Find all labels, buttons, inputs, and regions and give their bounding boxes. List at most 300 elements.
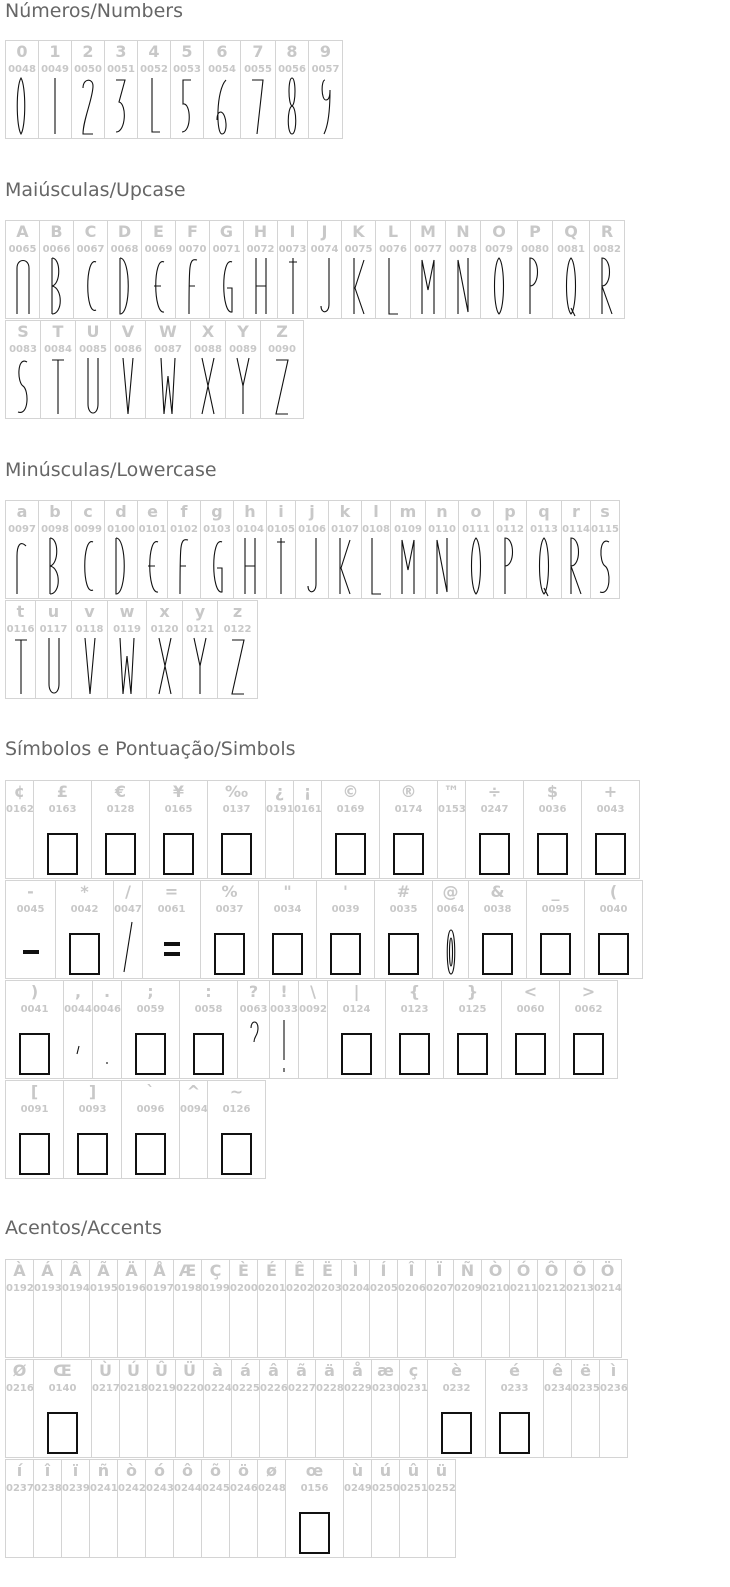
missing-glyph-box	[134, 1032, 168, 1076]
glyph-code: 0097	[8, 524, 36, 535]
missing-glyph-box	[478, 832, 512, 876]
glyph-preview	[426, 534, 458, 596]
glyph-character: O	[492, 222, 506, 241]
glyph-code: 0248	[258, 1483, 286, 1494]
glyph-code: 0169	[336, 804, 365, 815]
glyph-sample	[432, 536, 452, 596]
glyph-character: Á	[41, 1261, 54, 1280]
glyph-sample	[177, 76, 197, 136]
glyph-preview	[111, 354, 145, 416]
glyph-cell	[145, 1259, 174, 1358]
glyph-code: 0058	[194, 1004, 223, 1015]
glyph-cell	[107, 600, 147, 699]
glyph-cell	[217, 600, 258, 699]
glyph-cell	[5, 1359, 34, 1458]
glyph-code: 0040	[599, 904, 628, 915]
glyph-character: ë	[580, 1361, 591, 1380]
glyph-cell	[5, 320, 41, 419]
glyph-cell	[5, 780, 34, 879]
glyph-character: à	[212, 1361, 223, 1380]
glyph-sample	[441, 916, 461, 976]
glyph-code: 0096	[136, 1104, 165, 1115]
glyph-code: 0231	[400, 1383, 428, 1394]
glyph-cell	[465, 780, 524, 879]
glyph-character: K	[352, 222, 365, 241]
glyph-sample	[158, 356, 178, 416]
glyph-sample	[271, 536, 291, 596]
glyph-sample	[13, 356, 33, 416]
missing-glyph-box	[481, 932, 515, 976]
glyph-preview	[218, 634, 257, 696]
missing-glyph-box	[220, 1132, 254, 1176]
glyph-preview	[469, 914, 526, 976]
glyph-sample	[212, 76, 232, 136]
glyph-preview	[428, 1393, 485, 1455]
glyph-sample	[566, 536, 586, 596]
glyph-code: 0211	[510, 1283, 538, 1294]
glyph-preview	[108, 634, 146, 696]
glyph-code: 0119	[113, 624, 141, 635]
glyph-code: 0228	[316, 1383, 344, 1394]
glyph-preview	[446, 254, 480, 316]
glyph-code: 0036	[538, 804, 567, 815]
glyph-preview	[6, 354, 40, 416]
glyph-preview	[146, 1493, 173, 1555]
glyph-cell	[173, 1259, 202, 1358]
glyph-code: 0088	[194, 344, 222, 355]
glyph-cell	[231, 1359, 260, 1458]
glyph-sample	[248, 76, 268, 136]
glyph-sample	[418, 256, 438, 316]
glyph-code: 0125	[458, 1004, 487, 1015]
glyph-preview	[244, 254, 277, 316]
glyph-preview	[510, 1293, 537, 1355]
glyph-sample	[233, 356, 253, 416]
glyph-row	[5, 1259, 622, 1358]
glyph-preview	[204, 74, 240, 136]
glyph-preview	[202, 1293, 229, 1355]
glyph-sample	[117, 636, 137, 696]
glyph-code: 0046	[93, 1004, 121, 1015]
missing-glyph-box	[104, 832, 138, 876]
glyph-cell	[141, 220, 176, 319]
glyph-code: 0115	[591, 524, 619, 535]
glyph-code: 0099	[74, 524, 102, 535]
glyph-character: w	[119, 602, 135, 621]
glyph-cell	[315, 1359, 344, 1458]
glyph-preview	[286, 1493, 343, 1555]
glyph-character: €	[114, 782, 127, 801]
glyph-preview	[118, 1293, 145, 1355]
glyph-cell	[275, 40, 309, 139]
glyph-sample	[316, 76, 336, 136]
glyph-sample	[13, 256, 33, 316]
glyph-preview	[105, 74, 137, 136]
glyph-cell	[146, 600, 183, 699]
glyph-character: 5	[181, 42, 193, 61]
glyph-character: >	[581, 982, 596, 1001]
glyph-preview	[481, 254, 517, 316]
glyph-row	[5, 40, 343, 139]
glyph-code: 0137	[222, 804, 251, 815]
glyph-preview	[230, 1493, 257, 1555]
glyph-character: !	[280, 982, 288, 1001]
glyph-preview	[183, 634, 217, 696]
glyph-sample	[97, 1016, 117, 1076]
glyph-sample	[149, 256, 169, 316]
glyph-cell	[425, 1259, 454, 1358]
glyph-character: Ü	[183, 1361, 196, 1380]
glyph-character: |	[353, 982, 360, 1001]
glyph-code: 0229	[344, 1383, 372, 1394]
glyph-character: l	[373, 502, 379, 521]
glyph-character: 4	[148, 42, 160, 61]
glyph-code: 0078	[449, 244, 477, 255]
glyph-preview	[258, 1493, 285, 1555]
glyph-cell	[237, 980, 270, 1079]
glyph-cell	[5, 880, 56, 979]
glyph-preview	[482, 1293, 509, 1355]
glyph-cell	[40, 320, 76, 419]
glyph-code: 0089	[229, 344, 257, 355]
glyph-preview	[572, 1393, 599, 1455]
glyph-cell	[480, 220, 518, 319]
glyph-preview	[527, 534, 561, 596]
glyph-code: 0112	[496, 524, 524, 535]
glyph-sample	[111, 76, 131, 136]
glyph-sample	[47, 256, 67, 316]
glyph-character: y	[194, 602, 206, 621]
glyph-cell	[203, 1359, 232, 1458]
glyph-preview	[39, 74, 71, 136]
glyph-code: 0050	[74, 64, 102, 75]
glyph-cell	[5, 500, 39, 599]
glyph-character: ö	[238, 1461, 249, 1480]
glyph-code: 0094	[180, 1104, 208, 1115]
glyph-character: â	[268, 1361, 279, 1380]
glyph-code: 0243	[146, 1483, 174, 1494]
glyph-character: %	[221, 882, 238, 901]
glyph-code: 0111	[462, 524, 490, 535]
glyph-code: 0204	[342, 1283, 370, 1294]
glyph-character: Ô	[544, 1261, 559, 1280]
glyph-preview	[585, 914, 642, 976]
glyph-character: œ	[305, 1461, 324, 1480]
glyph-preview	[591, 534, 619, 596]
glyph-code: 0103	[203, 524, 231, 535]
glyph-preview	[6, 1493, 33, 1555]
glyph-character: F	[187, 222, 198, 241]
glyph-preview	[502, 1014, 559, 1076]
glyph-character: É	[266, 1261, 277, 1280]
glyph-preview	[400, 1393, 427, 1455]
section-title: Minúsculas/Lowercase	[5, 459, 217, 481]
glyph-preview	[466, 814, 523, 876]
glyph-character: Œ	[53, 1361, 72, 1380]
glyph-cell	[458, 500, 494, 599]
glyph-preview	[92, 1393, 119, 1455]
glyph-code: 0194	[62, 1283, 90, 1294]
glyph-preview	[6, 1014, 63, 1076]
glyph-preview	[64, 1114, 121, 1176]
glyph-code: 0241	[90, 1483, 118, 1494]
glyph-cell	[321, 780, 380, 879]
glyph-code: 0250	[372, 1483, 400, 1494]
glyph-code: 0045	[16, 904, 45, 915]
glyph-preview	[258, 1293, 285, 1355]
glyph-cell	[179, 980, 238, 1079]
glyph-preview	[191, 354, 225, 416]
glyph-sample	[398, 536, 418, 596]
glyph-code: 0086	[114, 344, 142, 355]
glyph-sample	[282, 76, 302, 136]
glyph-code: 0162	[6, 804, 34, 815]
section-title: Números/Numbers	[5, 0, 183, 22]
glyph-preview	[328, 1014, 385, 1076]
glyph-cell	[121, 980, 180, 1079]
glyph-character: õ	[210, 1461, 221, 1480]
glyph-character: Ò	[488, 1261, 503, 1280]
glyph-preview	[168, 534, 200, 596]
glyph-row	[5, 1359, 628, 1458]
glyph-preview	[286, 1293, 313, 1355]
glyph-code: 0212	[538, 1283, 566, 1294]
glyph-cell	[517, 220, 553, 319]
glyph-character: \	[310, 982, 316, 1001]
glyph-code: 0218	[120, 1383, 148, 1394]
glyph-preview	[6, 534, 38, 596]
glyph-code: 0106	[298, 524, 326, 535]
glyph-sample	[534, 536, 554, 596]
glyph-preview	[238, 1014, 269, 1076]
glyph-character: <	[523, 982, 538, 1001]
glyph-character: M	[420, 222, 436, 241]
glyph-preview	[372, 1493, 399, 1555]
missing-glyph-box	[213, 932, 247, 976]
glyph-code: 0220	[176, 1383, 204, 1394]
glyph-cell	[295, 500, 329, 599]
glyph-cell	[343, 1459, 372, 1558]
glyph-character: V	[121, 322, 135, 341]
glyph-cell	[170, 40, 204, 139]
glyph-code: 0252	[428, 1483, 456, 1494]
glyph-cell	[293, 780, 322, 879]
glyph-character: t	[16, 602, 25, 621]
missing-glyph-box	[192, 1032, 226, 1076]
glyph-character: s	[600, 502, 610, 521]
glyph-sample	[174, 536, 194, 596]
glyph-cell	[89, 1459, 118, 1558]
missing-glyph-box	[392, 832, 426, 876]
glyph-code: 0192	[6, 1283, 34, 1294]
glyph-cell	[501, 980, 560, 1079]
glyph-preview	[322, 814, 379, 876]
glyph-code: 0075	[344, 244, 373, 255]
glyph-cell	[581, 780, 640, 879]
glyph-cell	[91, 780, 150, 879]
glyph-cell	[341, 1259, 370, 1358]
glyph-preview	[34, 1393, 91, 1455]
glyph-code: 0101	[138, 524, 167, 535]
glyph-character: {	[408, 982, 421, 1001]
missing-glyph-box	[18, 1032, 52, 1076]
glyph-cell	[33, 780, 92, 879]
glyph-cell	[5, 1080, 64, 1179]
glyph-sample	[162, 916, 182, 976]
glyph-character: :	[205, 982, 212, 1001]
glyph-sample	[366, 536, 386, 596]
glyph-preview	[39, 534, 71, 596]
glyph-character: ç	[408, 1361, 419, 1380]
glyph-preview	[538, 1293, 565, 1355]
glyph-character: f	[180, 502, 188, 521]
glyph-cell	[509, 1259, 538, 1358]
glyph-cell	[229, 1459, 258, 1558]
glyph-cell	[379, 780, 438, 879]
glyph-code: 0091	[20, 1104, 49, 1115]
glyph-sample	[78, 76, 98, 136]
glyph-character: c	[83, 502, 93, 521]
glyph-preview	[105, 534, 137, 596]
glyph-sample	[80, 636, 100, 696]
glyph-character: z	[232, 602, 243, 621]
glyph-code: 0235	[572, 1383, 600, 1394]
missing-glyph-box	[387, 932, 421, 976]
glyph-cell	[117, 1459, 146, 1558]
glyph-code: 0108	[362, 524, 390, 535]
glyph-cell	[375, 220, 411, 319]
glyph-code: 0226	[260, 1383, 288, 1394]
glyph-code: 0069	[144, 244, 173, 255]
glyph-character: ô	[182, 1461, 193, 1480]
missing-glyph-box	[340, 1032, 374, 1076]
glyph-preview	[296, 534, 328, 596]
glyph-character: =	[164, 882, 179, 901]
glyph-character: [	[30, 1082, 39, 1101]
glyph-character: D	[117, 222, 132, 241]
glyph-sample	[45, 76, 65, 136]
glyph-preview	[34, 814, 91, 876]
glyph-code: 0156	[300, 1483, 329, 1494]
glyph-cell	[145, 1459, 174, 1558]
missing-glyph-box	[18, 1132, 52, 1176]
glyph-preview	[180, 1014, 237, 1076]
glyph-cell	[182, 600, 218, 699]
glyph-character: ê	[552, 1361, 563, 1380]
glyph-code: 0224	[204, 1383, 232, 1394]
glyph-preview	[122, 1014, 179, 1076]
glyph-code: 0081	[557, 244, 585, 255]
glyph-cell	[343, 1359, 372, 1458]
glyph-character: h	[244, 502, 256, 521]
glyph-code: 0072	[246, 244, 275, 255]
section-title: Maiúsculas/Upcase	[5, 179, 186, 201]
glyph-character: T	[52, 322, 64, 341]
glyph-code: 0174	[394, 804, 423, 815]
glyph-sample	[349, 256, 369, 316]
glyph-preview	[314, 1293, 341, 1355]
glyph-character: ò	[126, 1461, 137, 1480]
missing-glyph-box	[46, 832, 80, 876]
glyph-character: e	[147, 502, 158, 521]
missing-glyph-box	[398, 1032, 432, 1076]
glyph-preview	[6, 254, 39, 316]
glyph-code: 0104	[236, 524, 264, 535]
glyph-code: 0232	[442, 1383, 471, 1394]
glyph-preview	[202, 1493, 229, 1555]
glyph-code: 0196	[118, 1283, 146, 1294]
glyph-character: À	[13, 1261, 26, 1280]
glyph-cell	[71, 500, 105, 599]
glyph-character: C	[84, 222, 97, 241]
glyph-preview	[138, 534, 167, 596]
glyph-character: "	[283, 882, 292, 901]
missing-glyph-box	[162, 832, 196, 876]
glyph-character: W	[159, 322, 177, 341]
glyph-code: 0065	[8, 244, 37, 255]
glyph-character: G	[219, 222, 234, 241]
glyph-code: 0128	[106, 804, 135, 815]
glyph-preview	[146, 1293, 173, 1355]
glyph-character: £	[56, 782, 69, 801]
glyph-cell	[179, 1080, 208, 1179]
glyph-sample	[111, 536, 131, 596]
glyph-preview	[6, 1393, 33, 1455]
glyph-code: 0117	[39, 624, 68, 635]
glyph-cell	[259, 1359, 288, 1458]
glyph-row	[5, 780, 640, 879]
glyph-preview	[6, 1114, 63, 1176]
glyph-code: 0073	[278, 244, 307, 255]
glyph-cell	[35, 600, 72, 699]
glyph-preview	[148, 1393, 175, 1455]
glyph-preview	[92, 814, 149, 876]
glyph-cell	[571, 1359, 600, 1458]
glyph-preview	[74, 254, 107, 316]
glyph-preview	[278, 254, 307, 316]
glyph-sample	[525, 256, 545, 316]
glyph-code: 0205	[370, 1283, 398, 1294]
glyph-preview	[226, 354, 260, 416]
glyph-cell	[298, 980, 328, 1079]
glyph-preview	[6, 634, 35, 696]
glyph-code: 0140	[48, 1383, 77, 1394]
glyph-code: 0042	[70, 904, 99, 915]
glyph-cell	[371, 1359, 400, 1458]
glyph-sample	[595, 536, 615, 596]
glyph-code: 0039	[331, 904, 360, 915]
glyph-sample	[12, 536, 32, 596]
glyph-cell	[266, 500, 296, 599]
glyph-character: A	[16, 222, 29, 241]
glyph-preview	[344, 1393, 371, 1455]
glyph-code: 0209	[454, 1283, 482, 1294]
glyph-cell	[175, 1359, 204, 1458]
glyph-code: 0197	[146, 1283, 174, 1294]
glyph-preview	[93, 1014, 121, 1076]
glyph-preview	[180, 1114, 207, 1176]
glyph-preview	[294, 814, 321, 876]
glyph-cell	[142, 880, 201, 979]
glyph-cell	[260, 320, 304, 419]
glyph-sample	[198, 356, 218, 416]
glyph-cell	[117, 1259, 146, 1358]
glyph-character: Æ	[178, 1261, 197, 1280]
glyph-cell	[63, 980, 93, 1079]
glyph-character: ÷	[487, 782, 502, 801]
glyph-code: 0193	[34, 1283, 62, 1294]
glyph-cell	[265, 780, 294, 879]
